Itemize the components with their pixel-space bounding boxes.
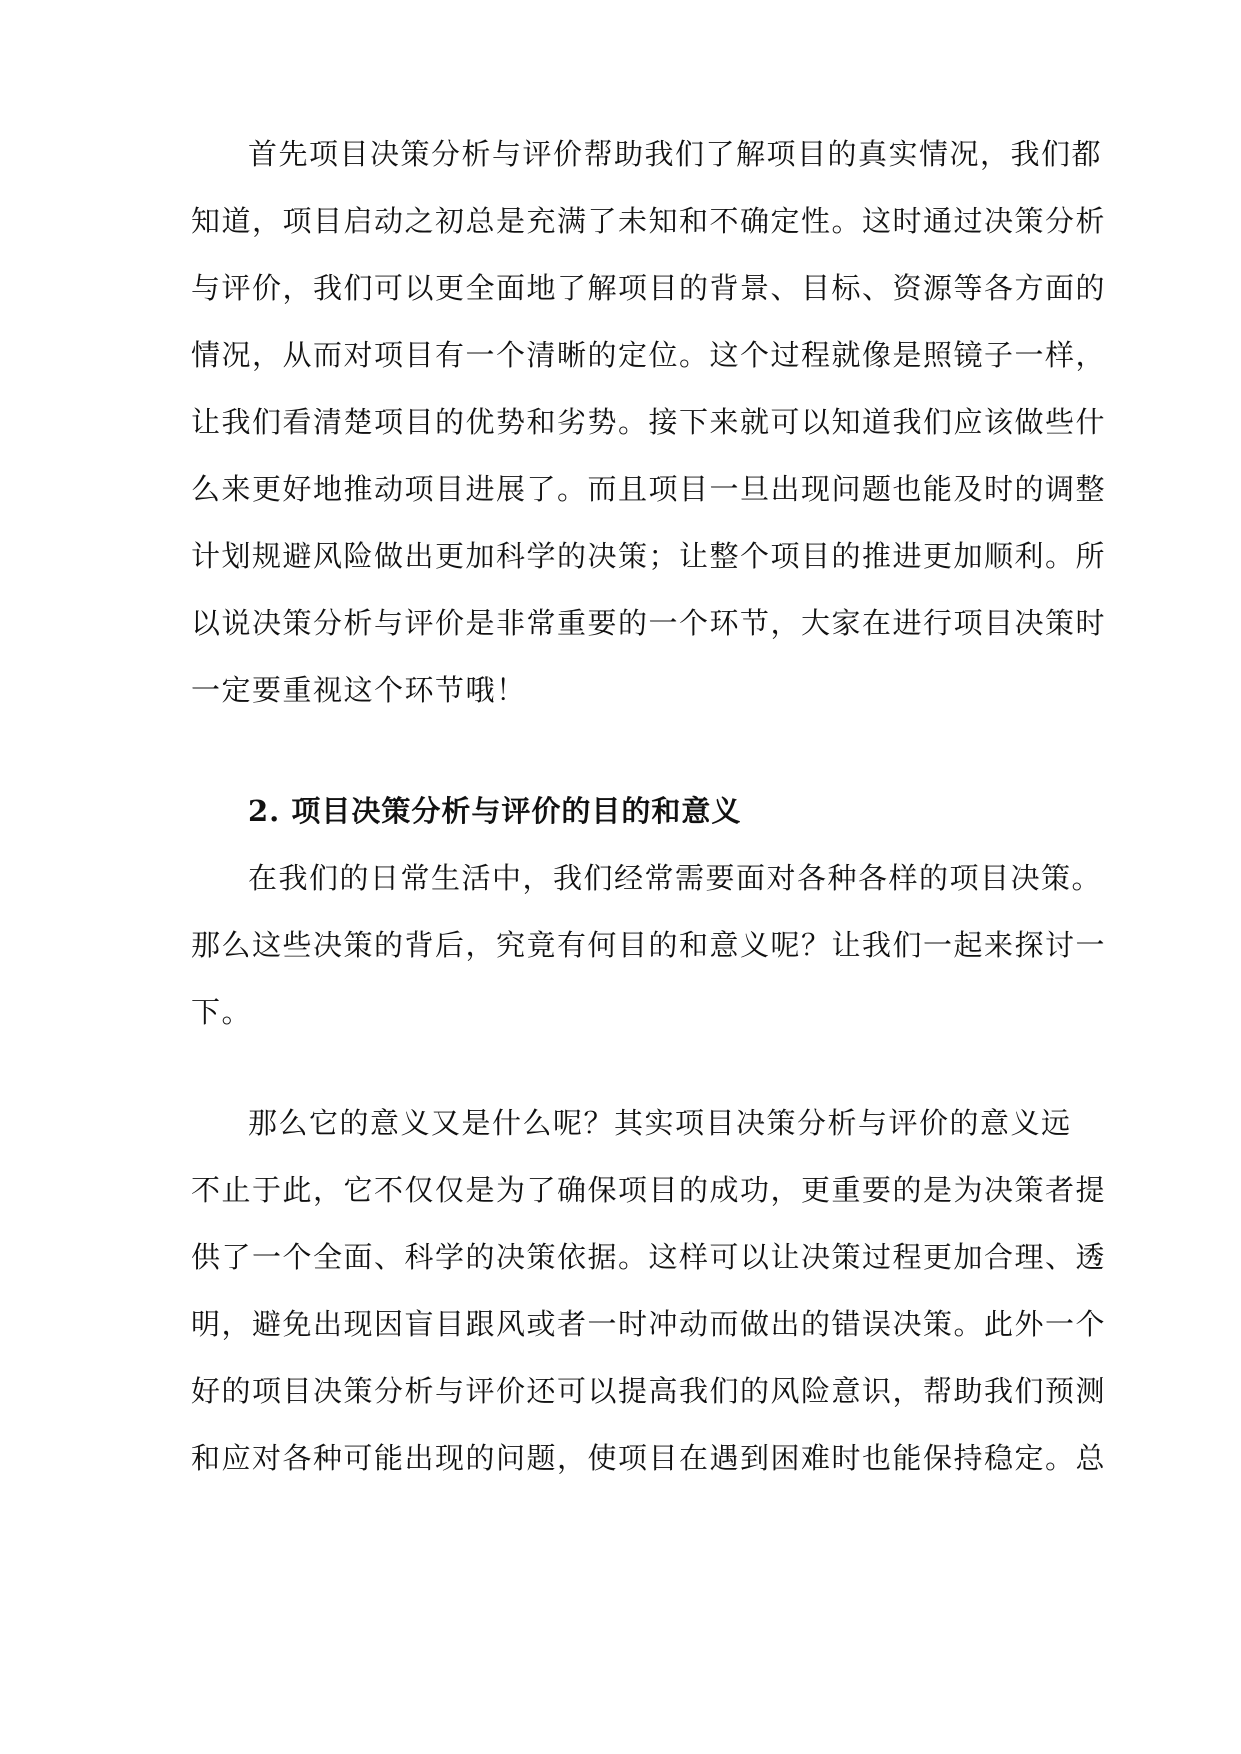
paragraph-3-line-5: 好的项目决策分析与评价还可以提高我们的风险意识，帮助我们预测 — [191, 1374, 1107, 1408]
paragraph-2-line-2: 那么这些决策的背后，究竟有何目的和意义呢？让我们一起来探讨一 — [191, 928, 1107, 962]
paragraph-3-line-3: 供了一个全面、科学的决策依据。这样可以让决策过程更加合理、透 — [191, 1240, 1107, 1274]
paragraph-1-line-2: 知道，项目启动之初总是充满了未知和不确定性。这时通过决策分析 — [191, 204, 1107, 238]
paragraph-3-line-4: 明，避免出现因盲目跟风或者一时冲动而做出的错误决策。此外一个 — [191, 1307, 1107, 1341]
paragraph-2-line-1: 在我们的日常生活中，我们经常需要面对各种各样的项目决策。 — [248, 861, 1103, 895]
paragraph-3-line-6: 和应对各种可能出现的问题，使项目在遇到困难时也能保持稳定。总 — [191, 1441, 1107, 1475]
paragraph-1-line-5: 让我们看清楚项目的优势和劣势。接下来就可以知道我们应该做些什 — [191, 405, 1107, 439]
paragraph-1-line-1: 首先项目决策分析与评价帮助我们了解项目的真实情况，我们都 — [248, 137, 1103, 171]
paragraph-3-line-2: 不止于此，它不仅仅是为了确保项目的成功，更重要的是为决策者提 — [191, 1173, 1107, 1207]
paragraph-1-line-8: 以说决策分析与评价是非常重要的一个环节，大家在进行项目决策时 — [191, 606, 1107, 640]
paragraph-1-line-3: 与评价，我们可以更全面地了解项目的背景、目标、资源等各方面的 — [191, 271, 1107, 305]
section-heading: 2. 项目决策分析与评价的目的和意义 — [248, 794, 742, 828]
paragraph-2-line-3: 下。 — [191, 995, 253, 1029]
paragraph-1-line-4: 情况，从而对项目有一个清晰的定位。这个过程就像是照镜子一样， — [191, 338, 1107, 372]
paragraph-1-line-9: 一定要重视这个环节哦！ — [191, 673, 527, 707]
paragraph-1-line-7: 计划规避风险做出更加科学的决策；让整个项目的推进更加顺利。所 — [191, 539, 1107, 573]
paragraph-3-line-1: 那么它的意义又是什么呢？其实项目决策分析与评价的意义远 — [248, 1106, 1072, 1140]
paragraph-1-line-6: 么来更好地推动项目进展了。而且项目一旦出现问题也能及时的调整 — [191, 472, 1107, 506]
